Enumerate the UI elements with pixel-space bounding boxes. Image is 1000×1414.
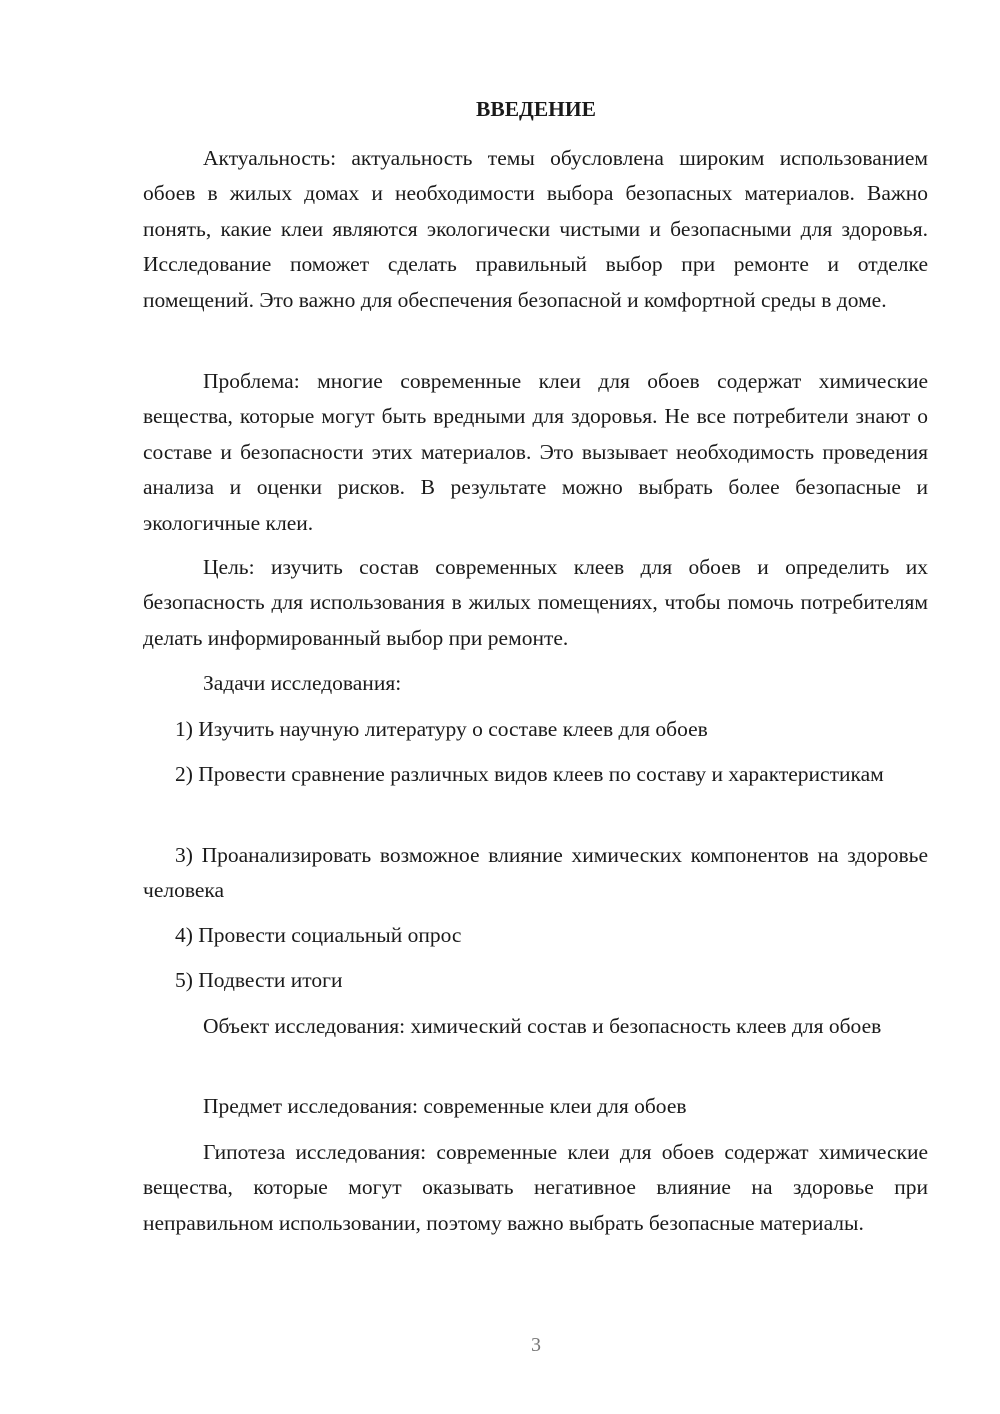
paragraph-relevance: Актуальность: актуальность темы обусловлена широким использованием обоев в жилых домах и необходимости выбора безопасных материалов. Важно понять, какие клеи являются экологически чистыми и безопасными для здоровья. Исследование поможет сделать правильный выбор при ремонте и отделке помещений. Это важно для обеспечения безопасной и комфортной среды в доме. bbox=[143, 146, 928, 312]
task-item-2: 2) Провести сравнение различных видов клеев по составу и характеристикам bbox=[175, 762, 884, 786]
tasks-title: Задачи исследования: bbox=[203, 671, 402, 695]
task-item-3: 3) Проанализировать возможное влияние химических компонентов на здоровье человека bbox=[143, 843, 928, 903]
page-number: 3 bbox=[531, 1334, 541, 1356]
paragraph-object: Объект исследования: химический состав и безопасность клеев для обоев bbox=[203, 1014, 882, 1038]
page-title: ВВЕДЕНИЕ bbox=[476, 97, 596, 121]
paragraph-subject: Предмет исследования: современные клеи для обоев bbox=[203, 1094, 687, 1118]
paragraph-problem: Проблема: многие современные клеи для обоев содержат химические вещества, которые могут быть вредными для здоровья. Не все потребители знают о составе и безопасности этих материалов. Это вызывает необходимость проведения анализа и оценки рисков. В результате можно выбрать более безопасные и экологичные клеи. bbox=[143, 369, 928, 535]
task-item-5: 5) Подвести итоги bbox=[175, 968, 343, 992]
paragraph-goal: Цель: изучить состав современных клеев для обоев и определить их безопасность для использования в жилых помещениях, чтобы помочь потребителям делать информированный выбор при ремонте. bbox=[143, 555, 928, 650]
paragraph-hypothesis: Гипотеза исследования: современные клеи для обоев содержат химические вещества, которые могут оказывать негативное влияние на здоровье при неправильном использовании, поэтому важно выбрать безопасные материалы. bbox=[143, 1140, 928, 1235]
task-item-1: 1) Изучить научную литературу о составе клеев для обоев bbox=[175, 717, 708, 741]
task-item-4: 4) Провести социальный опрос bbox=[175, 923, 462, 947]
